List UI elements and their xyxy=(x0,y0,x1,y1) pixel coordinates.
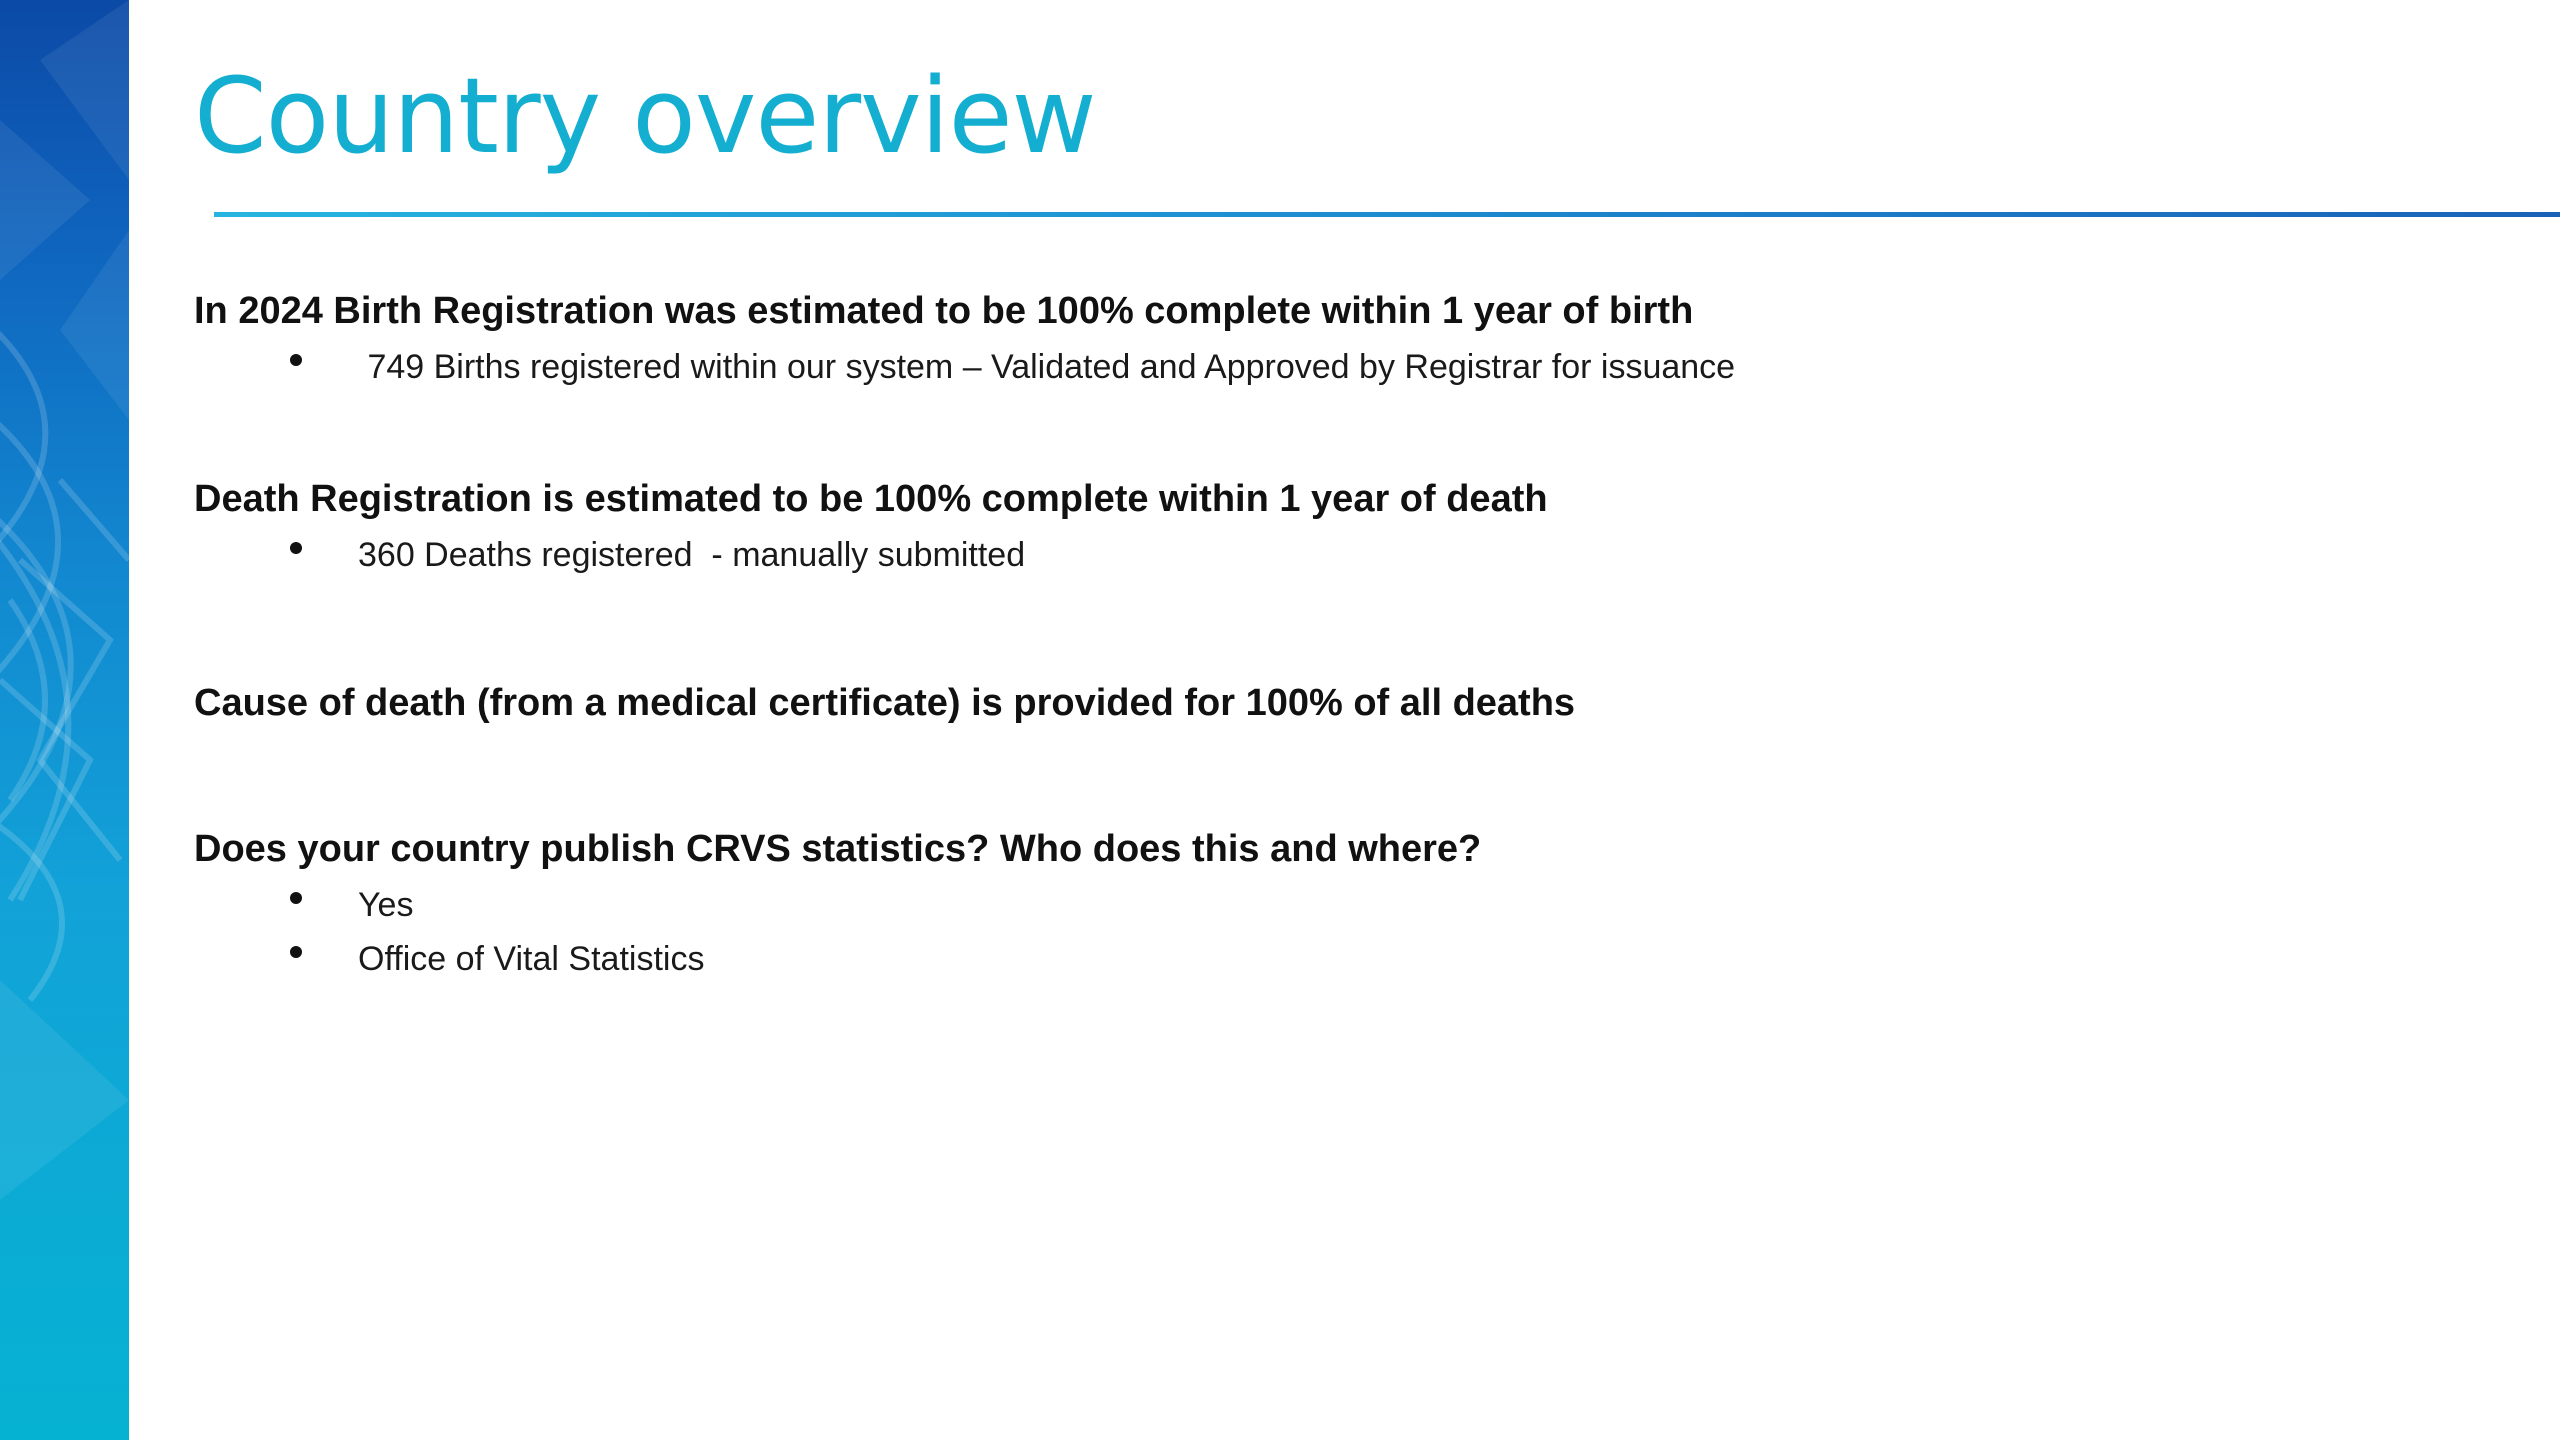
decorative-side-band xyxy=(0,0,129,1440)
section-heading-birth-registration: In 2024 Birth Registration was estimated to be 100% complete within 1 year of birth xyxy=(194,290,1694,332)
bullet-icon xyxy=(290,354,302,366)
page-title: Country overview xyxy=(194,55,1096,177)
list-item-text: Yes xyxy=(358,886,414,924)
pattern-decoration-icon xyxy=(0,0,129,1440)
bullet-icon xyxy=(290,892,302,904)
bullet-icon xyxy=(290,946,302,958)
list-item-text: 360 Deaths registered - manually submitted xyxy=(358,536,1026,574)
list-item-text: Office of Vital Statistics xyxy=(358,940,705,978)
section-heading-cause-of-death: Cause of death (from a medical certificate) is provided for 100% of all deaths xyxy=(194,682,1576,724)
list-item-text: 749 Births registered within our system – Validated and Approved by Registrar for issuance xyxy=(358,348,1736,386)
bullet-icon xyxy=(290,542,302,554)
section-heading-crvs-statistics: Does your country publish CRVS statistics? Who does this and where? xyxy=(194,828,1482,870)
title-divider xyxy=(214,212,2560,217)
section-heading-death-registration: Death Registration is estimated to be 100% complete within 1 year of death xyxy=(194,478,1548,520)
